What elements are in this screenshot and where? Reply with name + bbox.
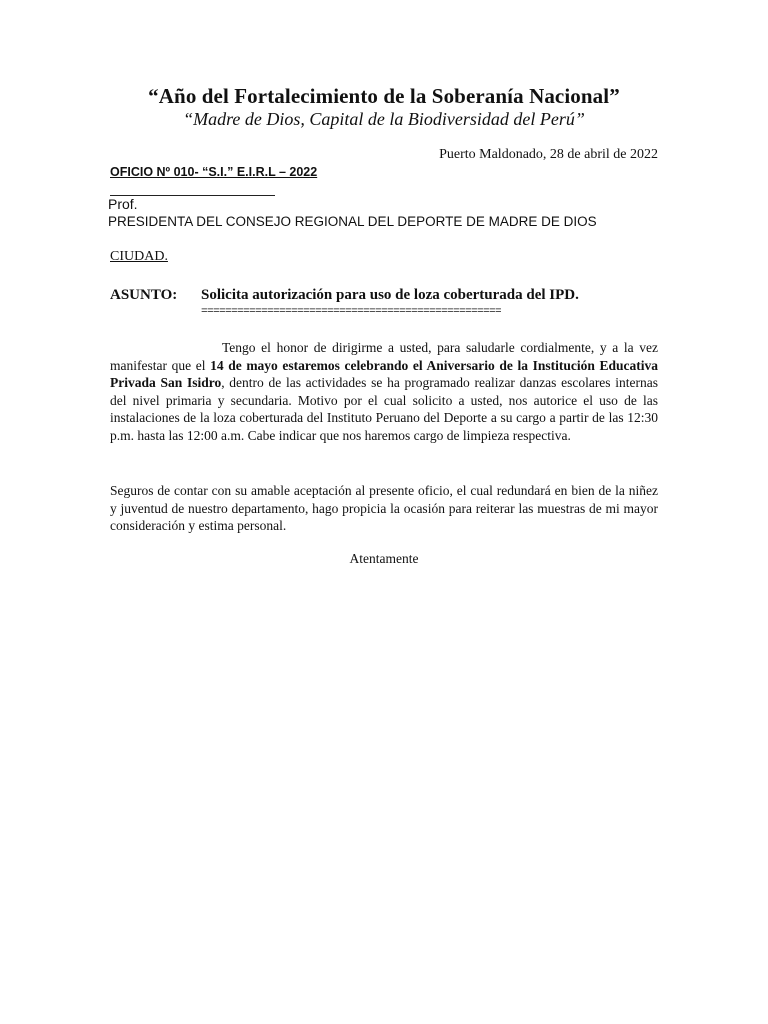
closing-text: Atentamente — [349, 551, 419, 566]
recipient-title: PRESIDENTA DEL CONSEJO REGIONAL DEL DEPORTE DE MADRE DE DIOS — [108, 214, 597, 229]
recipient-city: CIUDAD. — [110, 249, 168, 264]
subject-underline-rule: ================================================== — [201, 306, 502, 318]
subject-text: Solicita autorización para uso de loza coberturada del IPD. — [201, 287, 579, 303]
region-motto-subtitle: “Madre de Dios, Capital de la Biodiversidad del Perú” — [183, 109, 585, 129]
body-paragraph-2: Seguros de contar con su amable aceptación al presente oficio, el cual redundará en bien de la niñez y juventud de nuestro departamento, hago propicia la ocasión para reiterar las muestras de mi mayor consideración y estima personal. — [110, 483, 658, 534]
place-date: Puerto Maldonado, 28 de abril de 2022 — [439, 147, 658, 162]
year-motto-title: “Año del Fortalecimiento de la Soberanía Nacional” — [148, 84, 620, 108]
body-paragraph-1 — [110, 339, 658, 445]
body-paragraph-1-highlight: 14 de mayo estaremos celebrando el Aniversario de la Institución Educativa Privada San Isidro — [110, 357, 658, 391]
body-paragraph-1-rest: , dentro de las actividades se ha programado realizar danzas escolares internas del nivel primaria y secundaria. Motivo por el cual solicito a usted, nos autorice el uso de las instalaciones de la loza coberturada del Instituto Peruano del Deporte a su cargo a partir de las 12:30 p.m. hasta las 12:00 a.m. Cabe indicar que nos haremos cargo de limpieza respectiva. — [110, 375, 659, 443]
subject-label: ASUNTO: — [110, 287, 178, 303]
oficio-number: OFICIO Nº 010- “S.I.” E.I.R.L – 2022 — [110, 165, 318, 179]
body-paragraph-1-intro: Tengo el honor de dirigirme a usted, para saludarle cordialmente, y a la vez manifestar que el — [110, 340, 658, 373]
recipient-prefix: Prof. — [108, 196, 138, 212]
closing-salutation — [0, 551, 768, 567]
